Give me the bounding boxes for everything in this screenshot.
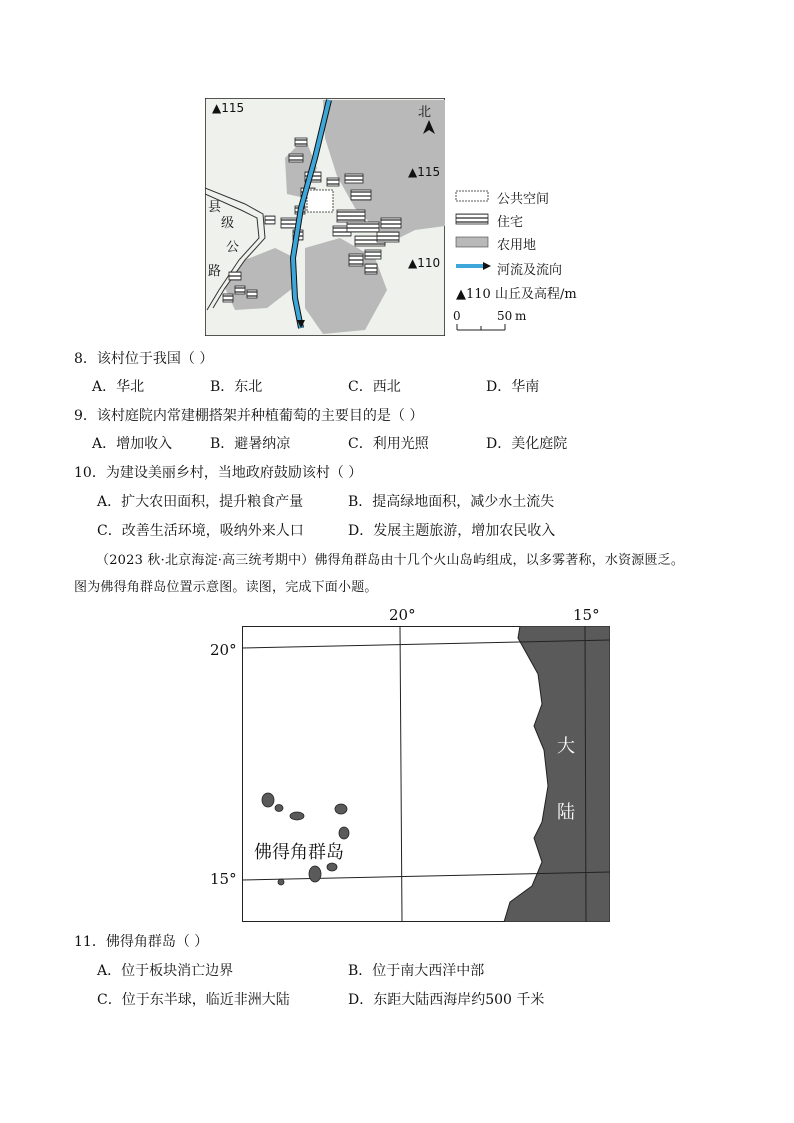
q10-option-d[interactable]: D．发展主题旅游，增加农民收入	[348, 523, 556, 539]
q11-option-a[interactable]: A．位于板块消亡边界	[97, 963, 234, 979]
legend-river: 河流及流向	[497, 263, 563, 278]
mainland-char-2: 陆	[557, 802, 575, 823]
q10-option-c[interactable]: C．改善生活环境，吸纳外来人口	[97, 523, 304, 539]
q8-option-c[interactable]: C．西北	[348, 379, 401, 395]
scale-zero: 0	[453, 309, 461, 323]
elevation-label-r2: ▲110	[408, 256, 441, 270]
cape-verde-map	[242, 626, 610, 922]
legend-public-space: 公共空间	[497, 192, 550, 207]
q11-option-d[interactable]: D．东距大陆西海岸约500 千米	[348, 992, 545, 1008]
lon-15-label: 15°	[573, 606, 600, 624]
q11-option-c[interactable]: C．位于东半球，临近非洲大陆	[97, 992, 290, 1008]
elevation-label-r1: ▲115	[408, 165, 441, 179]
north-label: 北	[418, 105, 432, 120]
q11-option-b[interactable]: B．位于南大西洋中部	[348, 963, 485, 979]
road-char-4: 路	[208, 264, 222, 279]
q9-option-d[interactable]: D．美化庭院	[486, 436, 568, 452]
question-10-stem: 10．为建设美丽乡村，当地政府鼓励该村（ ）	[74, 465, 363, 481]
question-8-stem: 8．该村位于我国（ ）	[74, 351, 214, 367]
legend-hill: ▲110 山丘及高程/m	[456, 287, 577, 302]
q9-option-b[interactable]: B．避暑纳凉	[210, 436, 291, 452]
q10-option-a[interactable]: A．扩大农田面积，提升粮食产量	[97, 494, 304, 510]
islands-label: 佛得角群岛	[254, 842, 344, 863]
lon-20-label: 20°	[389, 606, 416, 624]
elevation-label-tl: ▲115	[212, 101, 245, 115]
q9-option-c[interactable]: C．利用光照	[348, 436, 429, 452]
q9-option-a[interactable]: A．增加收入	[92, 436, 173, 452]
q8-option-b[interactable]: B．东北	[210, 379, 263, 395]
scale-value: 50	[497, 309, 513, 323]
scale-unit: m	[515, 309, 527, 323]
road-char-1: 县	[208, 200, 222, 215]
lat-15-label: 15°	[210, 870, 237, 888]
village-map	[205, 98, 445, 336]
intro-line-2: 图为佛得角群岛位置示意图。读图，完成下面小题。	[74, 580, 378, 595]
legend-farmland: 农用地	[497, 238, 537, 253]
q8-option-d[interactable]: D．华南	[486, 379, 540, 395]
q8-option-a[interactable]: A．华北	[92, 379, 145, 395]
mainland-char-1: 大	[557, 736, 575, 757]
road-char-3: 公	[226, 240, 240, 255]
question-9-stem: 9．该村庭院内常建棚搭架并种植葡萄的主要目的是（ ）	[74, 408, 424, 424]
legend-housing: 住宅	[497, 215, 524, 230]
lat-20-label: 20°	[210, 641, 237, 659]
road-char-2: 级	[221, 216, 235, 231]
intro-line-1: （2023 秋·北京海淀·高三统考期中）佛得角群岛由十几个火山岛屿组成，以多雾著称，水资源匮乏。	[96, 553, 685, 568]
question-11-stem: 11．佛得角群岛（ ）	[74, 934, 209, 950]
q10-option-b[interactable]: B．提高绿地面积，减少水土流失	[348, 494, 555, 510]
